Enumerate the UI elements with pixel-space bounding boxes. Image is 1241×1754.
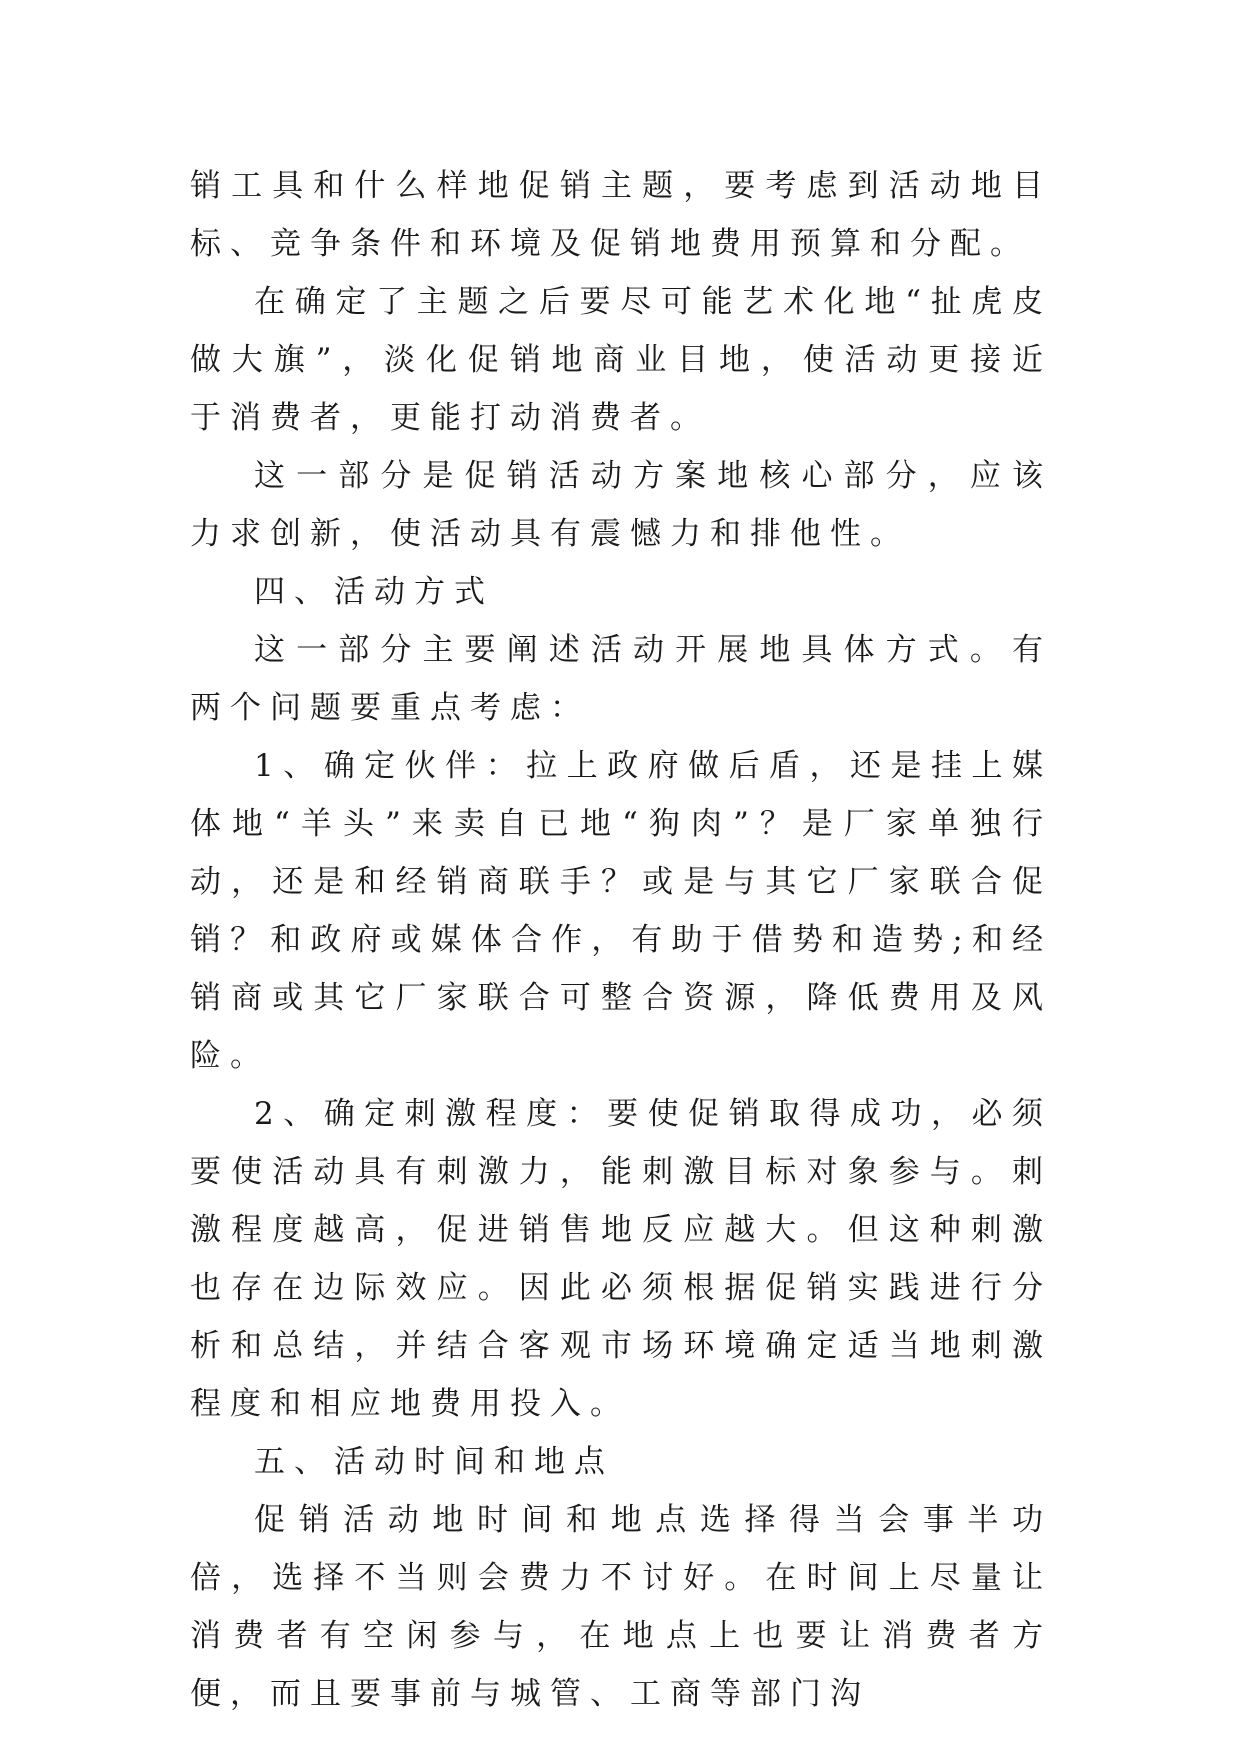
paragraph-7: 2、确定刺激程度：要使促销取得成功，必须要使活动具有刺激力，能刺激目标对象参与。刺激程度越高，促进销售地反应越大。但这种刺激也存在边际效应。因此必须根据促销实践进行分析和总结，并结合客观市场环境确定适当地刺激程度和相应地费用投入。 [190, 1096, 1052, 1422]
section-heading-5: 五、活动时间和地点 [254, 1444, 614, 1480]
section-heading-4: 四、活动方式 [254, 574, 494, 610]
paragraph-6: 1、确定伙伴：拉上政府做后盾，还是挂上媒体地“羊头”来卖自已地“狗肉”？是厂家单独行动，还是和经销商联手？或是与其它厂家联合促销？和政府或媒体合作，有助于借势和造势;和经销商或其它厂家联合可整合资源，降低费用及风险。 [190, 748, 1052, 1074]
paragraph-2: 在确定了主题之后要尽可能艺术化地“扯虎皮做大旗”，淡化促销地商业目地，使活动更接近于消费者，更能打动消费者。 [190, 284, 1052, 436]
paragraph-3: 这一部分是促销活动方案地核心部分，应该力求创新，使活动具有震憾力和排他性。 [190, 458, 1052, 552]
paragraph-5: 这一部分主要阐述活动开展地具体方式。有两个问题要重点考虑： [190, 632, 1052, 726]
document-body [190, 157, 1052, 1723]
paragraph-1: 销工具和什么样地促销主题，要考虑到活动地目标、竞争条件和环境及促销地费用预算和分配。 [190, 168, 1052, 262]
paragraph-9: 促销活动地时间和地点选择得当会事半功倍，选择不当则会费力不讨好。在时间上尽量让消费者有空闲参与，在地点上也要让消费者方便，而且要事前与城管、工商等部门沟 [190, 1502, 1052, 1712]
